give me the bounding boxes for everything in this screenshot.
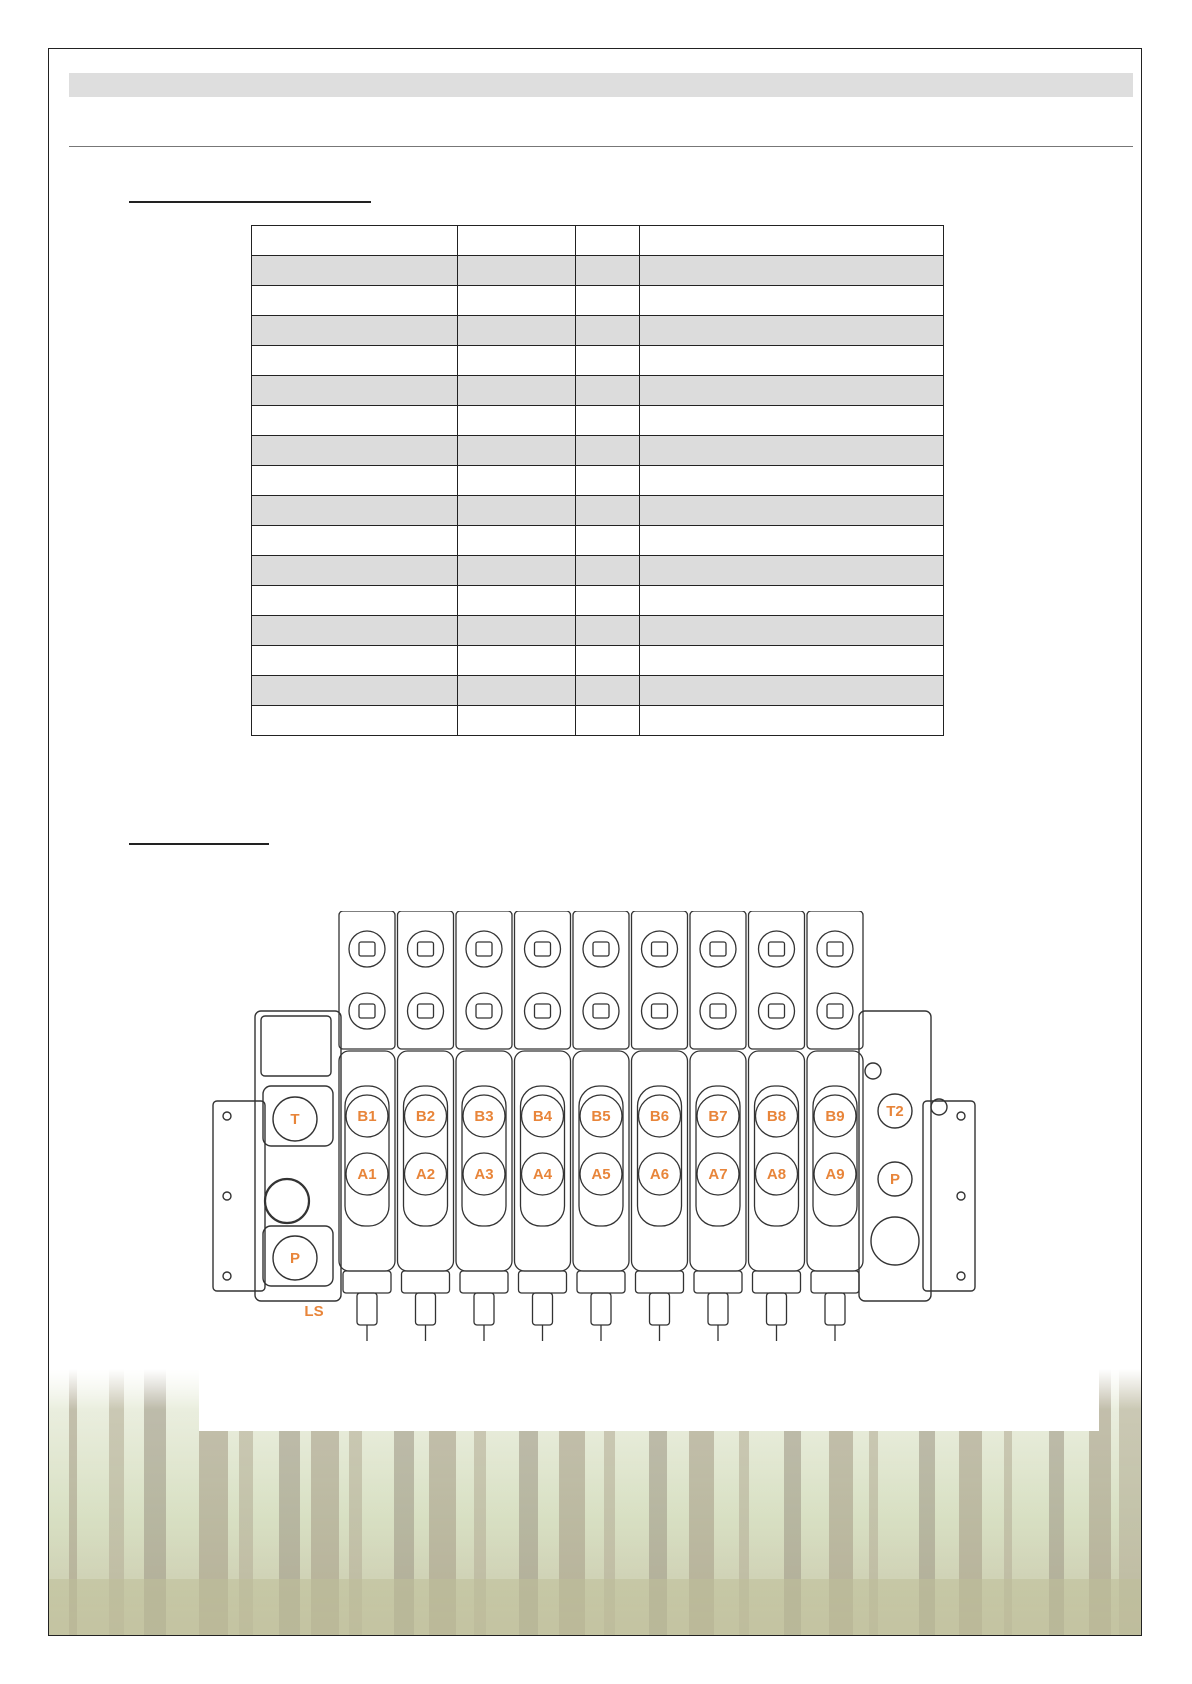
port-label-b: B2 bbox=[415, 1108, 436, 1125]
table-cell bbox=[252, 376, 458, 406]
table-cell bbox=[640, 526, 944, 556]
table-cell bbox=[458, 706, 576, 736]
inlet-label-t: T bbox=[290, 1111, 300, 1128]
table-cell bbox=[576, 376, 640, 406]
port-label-a: A1 bbox=[357, 1166, 377, 1183]
table-cell bbox=[640, 556, 944, 586]
table-cell bbox=[252, 256, 458, 286]
table-cell bbox=[576, 646, 640, 676]
table-row bbox=[252, 286, 944, 316]
table-cell bbox=[458, 496, 576, 526]
table-cell bbox=[458, 646, 576, 676]
table-cell bbox=[640, 316, 944, 346]
table-row bbox=[252, 526, 944, 556]
table-cell bbox=[252, 316, 458, 346]
port-label-b: B1 bbox=[357, 1108, 377, 1125]
port-label-a: A4 bbox=[532, 1166, 553, 1183]
table-cell bbox=[252, 646, 458, 676]
table-cell bbox=[576, 406, 640, 436]
port-label-a: A7 bbox=[708, 1166, 728, 1183]
table-cell bbox=[640, 286, 944, 316]
table-cell bbox=[252, 526, 458, 556]
table-cell bbox=[576, 466, 640, 496]
table-row bbox=[252, 556, 944, 586]
table-cell bbox=[640, 676, 944, 706]
section-underline-specs bbox=[129, 201, 371, 203]
table-cell bbox=[576, 316, 640, 346]
table-row bbox=[252, 586, 944, 616]
port-label-a: A8 bbox=[766, 1166, 787, 1183]
table-cell bbox=[252, 556, 458, 586]
inlet-label-p: P bbox=[289, 1250, 301, 1267]
table-cell bbox=[458, 616, 576, 646]
table-row bbox=[252, 676, 944, 706]
outlet-label-t2: T2 bbox=[886, 1103, 904, 1120]
table-cell bbox=[576, 286, 640, 316]
table-row bbox=[252, 376, 944, 406]
table-row bbox=[252, 436, 944, 466]
table-cell bbox=[576, 346, 640, 376]
port-label-b: B7 bbox=[708, 1108, 728, 1125]
table-cell bbox=[458, 436, 576, 466]
port-label-a: A5 bbox=[591, 1166, 611, 1183]
table-cell bbox=[640, 616, 944, 646]
table-row bbox=[252, 616, 944, 646]
table-cell bbox=[576, 616, 640, 646]
table-cell bbox=[640, 256, 944, 286]
table-cell bbox=[576, 706, 640, 736]
table-cell bbox=[640, 376, 944, 406]
port-label-a: A2 bbox=[415, 1166, 436, 1183]
table-cell bbox=[252, 676, 458, 706]
table-row bbox=[252, 466, 944, 496]
table-row bbox=[252, 346, 944, 376]
table-row bbox=[252, 646, 944, 676]
table-cell bbox=[458, 346, 576, 376]
port-label-b: B3 bbox=[474, 1108, 494, 1125]
inlet-label-ls: LS bbox=[304, 1303, 324, 1320]
header-bar bbox=[69, 73, 1133, 97]
table-cell bbox=[458, 256, 576, 286]
table-cell bbox=[252, 406, 458, 436]
table-cell bbox=[640, 226, 944, 256]
outlet-label-p: P bbox=[889, 1171, 901, 1188]
table-cell bbox=[252, 346, 458, 376]
valve-block-diagram bbox=[199, 911, 1099, 1431]
port-label-b: B9 bbox=[825, 1108, 845, 1125]
table-cell bbox=[458, 226, 576, 256]
port-label-a: A3 bbox=[474, 1166, 494, 1183]
table-cell bbox=[458, 676, 576, 706]
spec-table bbox=[251, 225, 944, 736]
port-label-b: B4 bbox=[532, 1108, 553, 1125]
table-cell bbox=[458, 586, 576, 616]
table-cell bbox=[640, 496, 944, 526]
port-label-a: A6 bbox=[649, 1166, 670, 1183]
section-underline-diagram bbox=[129, 843, 269, 845]
table-cell bbox=[458, 466, 576, 496]
table-cell bbox=[640, 466, 944, 496]
table-cell bbox=[252, 436, 458, 466]
port-label-a: A9 bbox=[825, 1166, 845, 1183]
table-row bbox=[252, 316, 944, 346]
table-cell bbox=[640, 436, 944, 466]
table-cell bbox=[576, 586, 640, 616]
table-cell bbox=[252, 466, 458, 496]
table-cell bbox=[576, 226, 640, 256]
table-cell bbox=[640, 586, 944, 616]
table-cell bbox=[252, 286, 458, 316]
port-label-b: B6 bbox=[649, 1108, 670, 1125]
table-cell bbox=[640, 646, 944, 676]
table-row bbox=[252, 406, 944, 436]
table-cell bbox=[458, 556, 576, 586]
table-cell bbox=[458, 286, 576, 316]
header-rule bbox=[69, 146, 1133, 147]
table-cell bbox=[576, 526, 640, 556]
port-label-b: B8 bbox=[766, 1108, 787, 1125]
table-cell bbox=[640, 706, 944, 736]
table-cell bbox=[458, 376, 576, 406]
table-row bbox=[252, 256, 944, 286]
table-cell bbox=[252, 586, 458, 616]
table-cell bbox=[252, 616, 458, 646]
table-cell bbox=[458, 406, 576, 436]
table-cell bbox=[458, 526, 576, 556]
table-cell bbox=[576, 436, 640, 466]
page-frame bbox=[48, 48, 1142, 1636]
table-cell bbox=[252, 496, 458, 526]
table-row bbox=[252, 226, 944, 256]
table-cell bbox=[576, 556, 640, 586]
table-cell bbox=[576, 256, 640, 286]
table-cell bbox=[640, 406, 944, 436]
table-cell bbox=[252, 706, 458, 736]
table-cell bbox=[252, 226, 458, 256]
port-label-b: B5 bbox=[591, 1108, 611, 1125]
table-cell bbox=[576, 676, 640, 706]
table-cell bbox=[640, 346, 944, 376]
table-row bbox=[252, 706, 944, 736]
table-row bbox=[252, 496, 944, 526]
table-cell bbox=[576, 496, 640, 526]
table-cell bbox=[458, 316, 576, 346]
